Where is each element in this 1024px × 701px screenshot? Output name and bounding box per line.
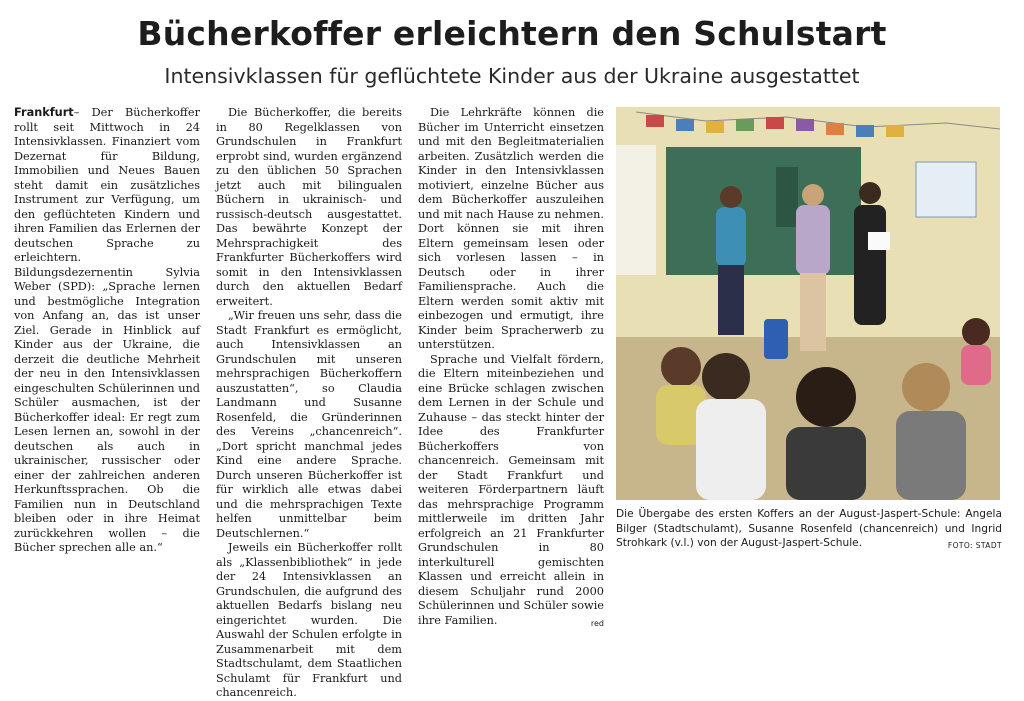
photo-credit: FOTO: STADT bbox=[947, 541, 1002, 550]
paragraph-2: Die Bücherkoffer, die bereits in 80 Regelklassen von Grundschulen in Frankfurt erprobt sind, wurden ergänzend zu den üblichen 50 Sprachen jetzt auch mit bilingualen Büchern in ukrainisch- und russisch-deutsch ausgestattet. Das bewährte Konzept der Mehrsprachigkeit des Frankfurter Bücherkoffers wird somit in den Intensivklassen durch den aktuellen Bedarf erweitert. bbox=[216, 106, 402, 308]
paragraph-5: Die Lehrkräfte können die Bücher im Unterricht einsetzen und mit den Begleitmaterialien arbeiten. Zusätzlich werden die Kinder in den Intensivklassen motiviert, einzelne Bücher aus dem Bücherkoffer auszuleihen und mit nach Hause zu nehmen. Dort können sie mit ihren Eltern gemeinsam lesen oder sich vorlesen lassen – in Deutsch oder in ihrer Familiensprache. Auch die Eltern werden somit aktiv mit einbezogen und ermutigt, ihre Kinder beim Spracherwerb zu unterstützen. bbox=[418, 106, 604, 351]
author-signature: red bbox=[590, 618, 604, 628]
article-column-2 bbox=[216, 106, 402, 701]
paragraph-6 bbox=[418, 353, 604, 629]
article-column-3 bbox=[418, 106, 604, 631]
article-column-1 bbox=[14, 106, 200, 556]
paragraph-3: „Wir freuen uns sehr, dass die Stadt Frankfurt es ermöglicht, auch Intensivklassen an Grundschulen mit unseren mehrsprachigen Bücherkoffern auszustatten“, so Claudia Landmann und Susanne Rosenfeld, die Gründerinnen des Vereins „chancenreich“. „Dort spricht manchmal jedes Kind eine andere Sprache. Durch unseren Bücherkoffer ist für wirklich alle etwas dabei und die mehrsprachigen Texte helfen unmittelbar beim Deutschlernen.“ bbox=[216, 309, 402, 540]
photo-illustration bbox=[616, 107, 1000, 500]
headline: Bücherkoffer erleichtern den Schulstart bbox=[137, 14, 887, 53]
photo-caption-text: Die Übergabe des ersten Koffers an der August-Jaspert-Schule: Angela Bilger (Stadtschulamt), Susanne Rosenfeld (chancenreich) und Ingrid Strohkark (v.l.) von der August-Jaspert-Schule. bbox=[616, 508, 1002, 549]
paragraph-6-text: Sprache und Vielfalt fördern, die Eltern miteinbeziehen und eine Brücke schlagen zwischen dem Lernen in der Schule und Zuhause – das steckt hinter der Idee des Frankfurter Bücherkoffers von chancenreich. Gemeinsam mit der Stadt Frankfurt und weiteren Förderpartnern läuft das mehrsprachige Programm mittlerweile im dritten Jahr erfolgreich an 21 Frankfurter Grundschulen in 80 interkulturell gemischten Klassen und erreicht allein in diesem Schuljahr rund 2000 Schülerinnen und Schüler sowie ihre Familien. bbox=[418, 352, 604, 627]
paragraph-1 bbox=[14, 106, 200, 556]
subheadline: Intensivklassen für geflüchtete Kinder aus der Ukraine ausgestattet bbox=[164, 64, 860, 88]
photo-caption bbox=[616, 507, 1002, 554]
paragraph-1-text: – Der Bücherkoffer rollt seit Mittwoch in 24 Intensivklassen. Finanziert vom Dezernat für Bildung, Immobilien und Neues Bauen steht damit ein zusätzliches Instrument zur Verfügung, um den geflüchteten Kindern und ihren Familien das Erlernen der deutschen Sprache zu erleichtern. Bildungsdezernentin Sylvia Weber (SPD): „Sprache lernen und bestmögliche Integration von Anfang an, das ist unser Ziel. Gerade in Hinblick auf Kinder aus der Ukraine, die derzeit die deutliche Mehrheit der neu in den Intensivklassen eingeschulten Schülerinnen und Schüler ausmachen, ist der Bücherkoffer ideal: Er regt zum Lesen lernen an, sowohl in der deutschen als auch in ukrainischer, russischer oder einer der zahlreichen anderen Herkunftssprachen. Ob die Familien nun in Deutschland bleiben oder in ihre Heimat zurückkehren wollen – die Bücher sprechen alle an.“ bbox=[14, 106, 200, 554]
paragraph-4: Jeweils ein Bücherkoffer rollt als „Klassenbibliothek“ in jede der 24 Intensivklassen an Grundschulen, die aufgrund des aktuellen Bedarfs bislang neu eingerichtet wurden. Die Auswahl der Schulen erfolgte in Zusammenarbeit mit dem Stadtschulamt, dem Staatlichen Schulamt für Frankfurt und chancenreich. bbox=[216, 541, 402, 699]
dateline: Frankfurt bbox=[14, 106, 74, 119]
classroom-photo bbox=[616, 107, 1000, 500]
